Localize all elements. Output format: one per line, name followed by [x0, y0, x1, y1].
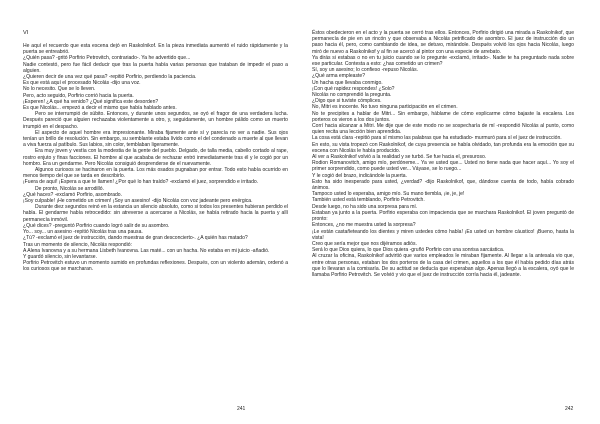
- paragraph: Tampoco usted lo esperaba, amigo mío. Su mano tiembla, ¡ie, je, je!: [312, 191, 465, 198]
- paragraph: Algunos curiosos se hacinaron en la puerta. Los más osados pugnaban por entrar. Todo esto había ocurrido en menos tiempo del que se tarda en describirlo.: [23, 167, 288, 180]
- paragraph: He aquí el recuerdo que esta escena dejó en Raskolnikof. En la pieza inmediata aumentó el ruido rápidamente y la puerta se entreabrió.: [23, 43, 288, 56]
- chapter-heading: VI: [23, 30, 29, 36]
- paragraph: No, Mitri es inocente. No tuvo ninguna participación en el crimen.: [312, 104, 458, 111]
- paragraph: ¡Le están castañeteando los dientes y miren ustedes cómo habla! ¡Es usted un hombre cáustico! ¡Bueno, hasta la vista!: [312, 228, 574, 241]
- paragraph: En esto, su vista tropezó con Raskolnikof, de cuya presencia se había olvidado, tan profunda era la emoción que su escena con Nicolás le había producido.: [312, 141, 574, 154]
- paragraph: Y guardó silencio, sin levantarse.: [23, 253, 97, 260]
- paragraph: Ya dirás si estabas o no en tu juicio cuando se lo pregunte -exclamó, irritado-. Nadie te ha preguntado nada sobre ese particular. Contesta a esto: ¿has cometido un crimen?: [312, 54, 574, 68]
- page-number-left: 241: [237, 406, 246, 412]
- paragraph: Es que Nicolás... empezó a decir el mismo que había hablado antes.: [23, 105, 177, 112]
- paragraph: ¡Esperen! ¿A qué ha venido? ¿Qué significa este desorden?: [23, 98, 159, 105]
- paragraph: Entonces, ¿no me muestra usted la sorpresa?: [312, 222, 416, 229]
- right-page: [300, 0, 600, 424]
- paragraph: Es que está aquí el procesado Nicolás -dijo una voz.: [23, 80, 141, 87]
- paragraph: Y le cogió del brazo, indicándole la puerta.: [312, 172, 408, 179]
- paragraph: Corrí hacia alcanzar a Mitri. Me dije que de este modo no se sospecharía de mí -respondió Nicolás al punto, como quien recita una lección bien aprendida.: [312, 123, 574, 136]
- paragraph: ¿Qué arma empleaste?: [312, 73, 366, 80]
- paragraph: Rodion Romanovitch, amigo mío, perdóneme... Ya ve usted que... Usted no tiene nada que hacer aquí... Yo soy el primer sorprendido, como puede usted ver... Váyase, se lo ruego...: [312, 160, 574, 173]
- paragraph: Porfirio Petrovitch estuvo un momento sumido en profundas reflexiones. Después, con un violento ademán, ordenó a los curiosos que se marcharan.: [23, 260, 288, 273]
- left-page-body: [23, 43, 288, 273]
- paragraph: No te precipites a hablar de Mitri... Sin embargo, háblame de cómo explicarme cómo bajaste la escalera. Los porteros os vieron a los dos juntos.: [312, 110, 574, 123]
- paragraph: También usted está temblando, Porfirio Petrovitch.: [312, 197, 425, 204]
- paragraph: Un hacha que llevaba conmigo.: [312, 79, 383, 86]
- paragraph: De pronto, Nicolás se arrodilló.: [35, 185, 105, 192]
- paragraph: Sí, soy un asesino; lo confieso -repuso Nicolás.: [312, 67, 419, 74]
- paragraph: No lo necesito. Que se lo lleven.: [23, 86, 96, 93]
- paragraph: Nadie contestó, pero fue fácil deducir que tras la puerta había varias personas que trataban de impedir el paso a alguien.: [23, 61, 288, 74]
- paragraph: ¡Soy culpable! ¡He cometido un crimen! ¡Soy un asesino! -dijo Nicolás con voz jadeante pero enérgica.: [23, 198, 253, 205]
- paragraph: Esto ha sido inesperado para usted, ¿verdad? -dijo Raskolnikof, que, dándose cuenta de todo, había cobrado ánimos.: [312, 178, 574, 192]
- paragraph: Éstos obedecieron en el acto y la puerta se cerró tras ellos. Entonces, Porfirio dirigió una mirada a Raskolnikof, que permanecía de pie en un rincón y que observaba a Nicolás petrificado de asombro. El juez de instrucción dio un paso hacia él, pero, como cambiando de idea, se detuvo, mirándole. Después volvió los ojos hacia Nicolás, luego miró de nuevo a Raskolnikof y al fin se acercó al pintor con una especie de arrebato.: [312, 30, 574, 55]
- paragraph: ¿Qué haces? -exclamó Porfirio, asombrado.: [23, 191, 123, 198]
- paragraph: Nicolás no comprendió la pregunta.: [312, 92, 392, 99]
- paragraph: ¡Fuera de aquí! ¡Espera a que te llamen! ¿Por qué lo han traído? -exclamó el juez, sorprendido e irritado.: [23, 179, 259, 186]
- paragraph: ¿Digo que si tuviste cómplices.: [312, 98, 382, 105]
- paragraph: Tras un momento de silencio, Nicolás respondió:: [23, 241, 132, 248]
- paragraph: Durante diez segundos reinó en la estancia un silencio absoluto, como si todos los presentes hubieran perdido el habla. El gendarme había retrocedido: sin atreverse a acercarse a Nicolás, se había retirado hacia la puerta y allí permanecía inmóvil.: [23, 204, 288, 223]
- right-page-body: [312, 30, 574, 278]
- paragraph: Desde luego, no ha sido una sorpresa para mí.: [312, 203, 418, 210]
- paragraph: A Alena Ivanovna y a su hermana Lisbeth Ivanovna. Las maté... con un hacha. No estaba en mi juicio -añadió.: [23, 247, 270, 254]
- page-number-right: 242: [565, 406, 574, 412]
- paragraph: El aspecto de aquel hombre era impresionante. Miraba fijamente ante sí y parecía no ver a nadie. Sus ojos tenían un brillo de resolución. Sin embargo, su semblante estaba lívido como el del condenado a muerte al que llevan a viva fuerza al patíbulo. Sus labios, sin color, temblaban ligeramente.: [23, 129, 288, 149]
- paragraph: ¡Con qué rapidez respondes! ¿Solo?: [312, 85, 395, 92]
- paragraph: Yo... soy... un asesino -repitió Nicolás tras una pausa.: [23, 229, 143, 236]
- paragraph: Al ver a Raskolnikof volvió a la realidad y se turbó. Se fue hacia el, presuroso.: [312, 154, 487, 161]
- paragraph: La cosa está clara -repitió para sí mismo las palabras que ha estudiado- murmuró para sí el juez de instrucción.: [312, 135, 562, 142]
- paragraph: ¿Tú? -exclamó el juez de instrucción, dando muestras de gran desconcierto-. ¿A quién has matado?: [23, 235, 248, 242]
- paragraph: Estaban ya junto a la puerta. Porfirio esperaba con impaciencia que se marchara Raskolnikof. El joven preguntó de pronto:: [312, 209, 574, 223]
- paragraph: Al cruzar la oficina, Raskolnikof advirtió que varios empleados le miraban fijamente. Al llegar a la antesala vio que, entre otras personas, estaban los dos porteros de la casa del crimen, aquellos a los que él había pedido días atrás que lo llevaran a la comisaría. De su actitud se deducía que esperaban algo. Apenas llegó a la escalera, oyó que le llamaba Porfirio Petrovitch. Se volvió y vio que el juez de instrucción corría hacia él, jadeante.: [312, 253, 574, 278]
- paragraph: Creo que sería mejor que nos dijéramos adiós.: [312, 240, 417, 247]
- paragraph: ¿Qué dices? -preguntó Porfirio cuando logró salir de su asombro.: [23, 222, 170, 229]
- paragraph: Era muy joven y vestía con la modestia de la gente del pueblo. Delgado, de talla media, cabello cortado al rape, rostro enjuto y finas facciones. El hombre al que acababa de rechazar entró inmediatamente tras él y le cogió por un hombro. Era un gendarme. Pero Nicolás consiguió desprenderse de el nuevamente.: [23, 148, 288, 167]
- paragraph: Será lo que Dios quiera, lo que Dios quiera -gruñó Porfirio con una sonrisa sarcástica.: [312, 247, 505, 254]
- paragraph: ¿Quién pasa? -gritó Porfirio Petrovitch, contrariado-. Ya he advertido que...: [23, 55, 191, 62]
- paragraph: Pero se interrumpió de súbito. Entonces, y durante unos segundos, se oyó el fragor de una verdadera lucha. Después pareció que alguien rechazaba violentamente a otro, y, seguidamente, un hombre pálido como un muerto irrumpió en el despacho.: [23, 111, 288, 130]
- paragraph: ¿Quieren decir de una vez qué pasa? -repitió Porfirio, perdiendo la paciencia.: [23, 74, 197, 81]
- paragraph: Pero, acto seguido, Porfirio corrió hacia la puerta.: [23, 92, 134, 99]
